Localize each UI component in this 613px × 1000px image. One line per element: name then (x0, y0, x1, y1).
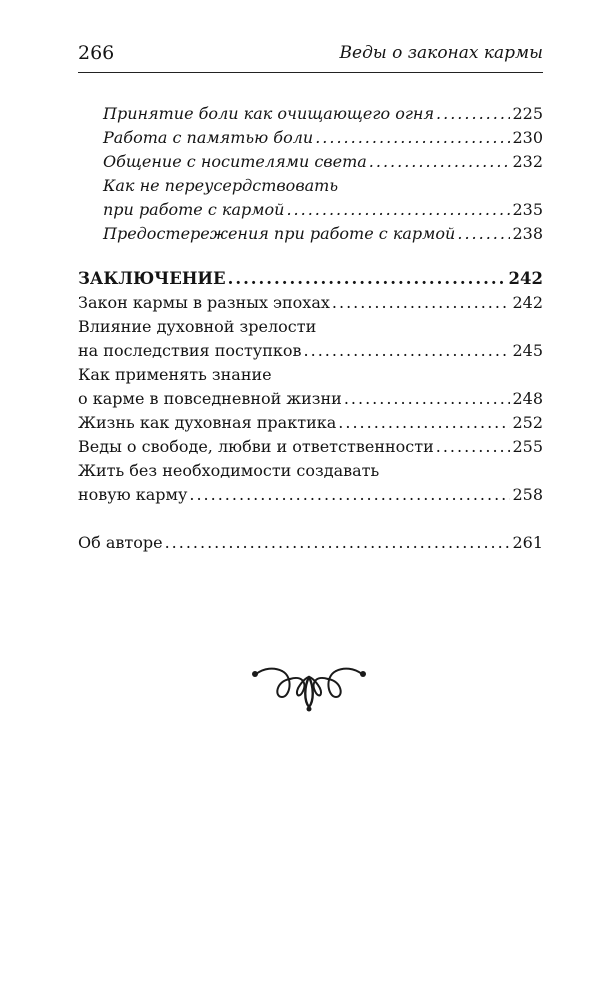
toc-entry-title-continued: на последствия поступков (78, 341, 302, 360)
toc-entry[interactable] (78, 363, 543, 411)
toc-entry[interactable] (78, 126, 543, 150)
running-title: Веды о законах кармы (339, 43, 543, 63)
toc-entry[interactable] (78, 459, 543, 507)
table-of-contents (78, 102, 543, 555)
toc-entry[interactable] (78, 435, 543, 459)
dot-leader (338, 411, 510, 435)
dot-leader (304, 339, 511, 363)
chapter-title: ЗАКЛЮЧЕНИЕ (78, 269, 226, 288)
toc-entry-page: 238 (512, 224, 543, 243)
about-author-title: Об авторе (78, 533, 163, 552)
header-rule (78, 72, 543, 73)
toc-entry-title: Как применять знание (78, 365, 272, 384)
toc-entry-page: 248 (512, 389, 543, 408)
toc-entry-title: Общение с носителями света (103, 152, 367, 171)
toc-entry-title: Закон кармы в разных эпохах (78, 293, 330, 312)
toc-entry-title-continued: новую карму (78, 485, 188, 504)
toc-entry-title: Работа с памятью боли (103, 128, 314, 147)
toc-entry-page: 232 (512, 152, 543, 171)
dot-leader (165, 531, 511, 555)
toc-entry-page: 255 (512, 437, 543, 456)
toc-entry[interactable] (78, 174, 543, 222)
toc-entry-title: Предостережения при работе с кармой (103, 224, 456, 243)
dot-leader (457, 222, 510, 246)
toc-entry-title: Жить без необходимости создавать (78, 461, 380, 480)
toc-about-author-entry[interactable] (78, 531, 543, 555)
toc-entry[interactable] (78, 291, 543, 315)
toc-entry-title-continued: при работе с кармой (103, 200, 285, 219)
toc-entry-title: Жизнь как духовная практика (78, 413, 337, 432)
dot-leader (286, 198, 510, 222)
chapter-page: 242 (508, 269, 543, 288)
dot-leader (369, 150, 511, 174)
toc-entry-page: 225 (512, 104, 543, 123)
page-number: 266 (78, 42, 115, 64)
toc-entry[interactable] (78, 222, 543, 246)
dot-leader (436, 435, 511, 459)
toc-entry-title-continued: о карме в повседневной жизни (78, 389, 342, 408)
dot-leader (344, 387, 511, 411)
flourish-ornament-icon (250, 653, 368, 717)
about-author-page: 261 (512, 533, 543, 552)
toc-entry-page: 242 (512, 293, 543, 312)
dot-leader (332, 291, 511, 315)
toc-chapter-entry[interactable] (78, 267, 543, 291)
dot-leader (436, 102, 510, 126)
toc-entry-title: Принятие боли как очищающего огня (103, 104, 435, 123)
page-header (78, 38, 543, 68)
toc-entry-page: 235 (512, 200, 543, 219)
toc-entry[interactable] (78, 315, 543, 363)
toc-entry-title: Влияние духовной зрелости (78, 317, 317, 336)
dot-leader (315, 126, 510, 150)
toc-entry-page: 230 (512, 128, 543, 147)
toc-entry[interactable] (78, 411, 543, 435)
dot-leader (228, 267, 507, 291)
toc-entry-title: Веды о свободе, любви и ответственности (78, 437, 434, 456)
toc-entry-page: 258 (512, 485, 543, 504)
toc-entry-page: 245 (512, 341, 543, 360)
toc-entry[interactable] (78, 150, 543, 174)
toc-entry-title: Как не переусердствовать (103, 176, 339, 195)
toc-entry-page: 252 (512, 413, 543, 432)
toc-entry[interactable] (78, 102, 543, 126)
dot-leader (189, 483, 510, 507)
